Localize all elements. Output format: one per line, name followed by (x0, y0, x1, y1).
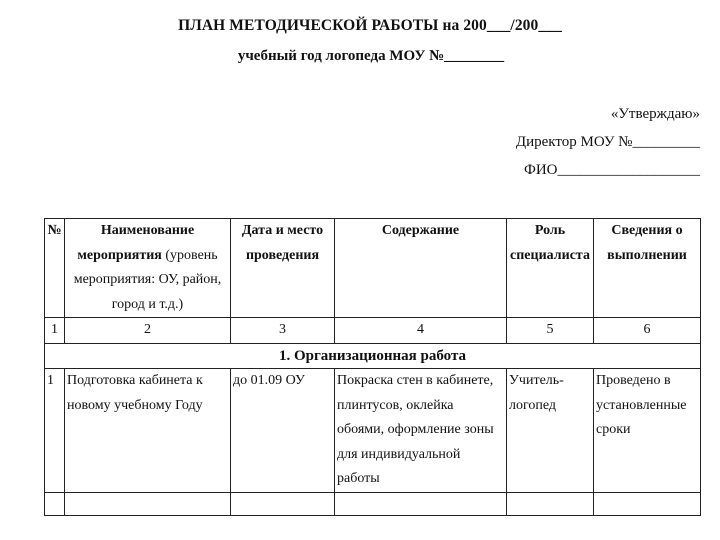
section-row (45, 343, 701, 369)
header-content: Содержание (335, 219, 507, 318)
header-name (65, 219, 231, 318)
fio-line: ФИО___________________ (523, 162, 700, 178)
header-role: Роль специалиста (507, 219, 594, 318)
column-number: 2 (65, 318, 231, 344)
header-num: № (45, 219, 65, 318)
column-number: 1 (45, 318, 65, 344)
header-name-bold: Наименование мероприятия (77, 223, 195, 263)
row-result: Проведено в установленные сроки (594, 369, 701, 493)
header-name-level: (уровень мероприятия: ОУ, район, город и т.д.) (73, 247, 222, 312)
row-name: Подготовка кабинета к новому учебному Году (65, 369, 231, 493)
column-number: 3 (231, 318, 335, 344)
document-subtitle: учебный год логопеда МОУ №________ (237, 48, 505, 64)
row-role: Учитель-логопед (507, 369, 594, 493)
column-number: 6 (594, 318, 701, 344)
header-date-place: Дата и место проведения (231, 219, 335, 318)
document-title: ПЛАН МЕТОДИЧЕСКОЙ РАБОТЫ на 200___/200___ (178, 17, 562, 34)
column-number: 5 (507, 318, 594, 344)
row-num: 1 (45, 369, 65, 493)
row-content: Покраска стен в кабинете, плинтусов, оклейка обоями, оформление зоны для индивидуальной работы (335, 369, 507, 493)
column-number: 4 (335, 318, 507, 344)
approval-stamp: «Утверждаю» (610, 106, 700, 122)
row-date: до 01.09 ОУ (231, 369, 335, 493)
director-line: Директор МОУ №_________ (515, 134, 700, 150)
plan-table (44, 218, 701, 516)
header-results: Сведения о выполнении (594, 219, 701, 318)
column-number-row (45, 318, 701, 344)
table-row (45, 369, 701, 493)
table-header-row (45, 219, 701, 318)
table-row-continuation (45, 492, 701, 515)
section-title: 1. Организационная работа (45, 343, 701, 369)
